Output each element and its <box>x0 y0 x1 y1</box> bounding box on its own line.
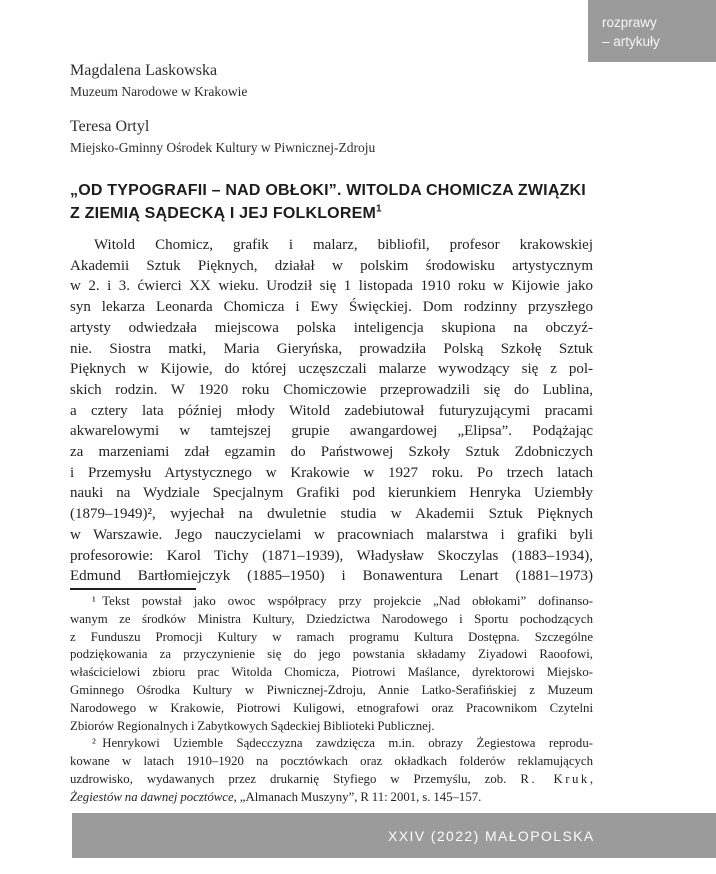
article-title-line1: „OD TYPOGRAFII – NAD OBŁOKI”. WITOLDA CHOMICZA ZWIĄZKI <box>70 182 586 199</box>
footnote-2-line <box>70 771 593 789</box>
volume-footer-bar <box>72 813 716 858</box>
body-line: (1879–1949)², wyjechał na dwuletnie studia w Akademii Sztuk Pięknych <box>70 506 593 523</box>
footnote-2-line <box>70 789 593 807</box>
footnote-1-line: wanym ze środków Ministra Kultury, Dziedzictwa Narodowego i Sportu pochodzących <box>70 611 593 626</box>
footnote-2-line-post: , <box>589 771 594 786</box>
footnote-1-line: ¹ Tekst powstał jako owoc współpracy przy projekcie „Nad obłokami” dofinanso- <box>92 594 593 608</box>
body-line: i Przemysłu Artystycznego w Krakowie w 1927 roku. Po trzech latach <box>70 464 593 481</box>
body-line: nauki na Wydziale Specjalnym Grafiki pod kierunkiem Henryka Uziembły <box>70 485 593 502</box>
body-line: nie. Siostra matki, Maria Gieryńska, prowadziła Polską Szkołę Sztuk <box>70 340 593 357</box>
footnote-2-line: kowane w latach 1910–1920 na pocztówkach oraz okładkach folderów reklamujących <box>70 754 593 769</box>
footnote-2-line-pre: uzdrowisko, wydawanych przez drukarnię Styfiego w Przemyślu, zob. <box>70 771 521 786</box>
body-line: w Warszawie. Jego nauczycielami w pracowniach malarstwa i grafiki byli <box>70 526 593 543</box>
footnote-1-line: Gminnego Ośrodka Kultury w Piwnicznej-Zdroju, Annie Latko-Serafińskiej z Muzeum <box>70 682 593 697</box>
author-1-name: Magdalena Laskowska <box>70 62 218 79</box>
body-line: skich rodzin. W 1920 roku Chomiczowie przeprowadzili się do Lublina, <box>70 381 593 398</box>
footnote-1-line: podziękowania za przyczynienie się do jego powstania składamy Ziyadowi Raoofowi, <box>70 647 593 662</box>
footnote-1-line: z Funduszu Promocji Kultury w ramach programu Kultura Dostępna. Szczególne <box>70 629 593 644</box>
volume-footer-text: XXIV (2022) MAŁOPOLSKA <box>388 827 595 844</box>
body-line: profesorowie: Karol Tichy (1871–1939), Władysław Skoczylas (1883–1934), <box>70 547 593 564</box>
footnote-1-line: Narodowego w Krakowie, Piotrowi Kuligowi, etnografowi oraz Pracownikom Czytelni <box>70 700 593 715</box>
section-badge-line2: – artykuły <box>602 34 660 49</box>
cited-work-title: Żegiestów na dawnej pocztówce <box>70 789 234 804</box>
body-line: w 2. i 3. ćwierci XX wieku. Urodził się 1 listopada 1910 roku w Kijowie jako <box>70 278 593 295</box>
body-line: Witold Chomicz, grafik i malarz, bibliofil, profesor krakowskiej <box>94 237 593 253</box>
body-line: akwarelowymi w tamtejszej grupie awangardowej „Elipsa”. Podążając <box>70 423 593 440</box>
body-line: a cztery lata później młody Witold zadebiutował futuryzującymi pracami <box>70 402 593 419</box>
author-1-affiliation: Muzeum Narodowe w Krakowie <box>70 84 248 99</box>
article-title <box>70 180 610 225</box>
footnote-2-line-rest: , „Almanach Muszyny”, R 11: 2001, s. 145–157. <box>233 789 482 804</box>
section-badge <box>588 0 716 62</box>
footnote-2-line: ² Henrykowi Uziemble Sądecczyzna zawdzięcza m.in. obrazy Żegiestowa reprodu- <box>92 736 593 751</box>
author-2-name: Teresa Ortyl <box>70 118 150 135</box>
footnote-separator-rule <box>70 588 196 590</box>
article-title-line2: Z ZIEMIĄ SĄDECKĄ I JEJ FOLKLOREM <box>70 204 376 222</box>
body-line: syn lekarza Leonarda Chomicza i Ewy Święckiej. Dom rodzinny przyszłego <box>70 299 593 316</box>
footnote-1-line: Zbiorów Regionalnych i Zabytkowych Sądeckiej Biblioteki Publicznej. <box>70 718 435 733</box>
author-2-affiliation: Miejsko-Gminny Ośrodek Kultury w Piwnicznej-Zdroju <box>70 140 376 155</box>
body-line: Pięknych w Kijowie, do której uczęszczali malarze wywodzący się z pol- <box>70 361 593 378</box>
footnote-1-line: właścicielowi zbioru prac Witolda Chomicza, Piotrowi Maślance, dyrektorowi Miejsko- <box>70 665 593 680</box>
body-line: artysty odwiedzała miejscowa polska inteligencja skupiona na obczyź- <box>70 319 593 336</box>
body-line: za marzeniami zdał egzamin do Państwowej Szkoły Sztuk Zdobniczych <box>70 444 593 461</box>
title-footnote-ref: 1 <box>375 203 382 215</box>
section-badge-line1: rozprawy <box>602 15 657 30</box>
footnotes-block <box>70 593 593 807</box>
body-line: Edmund Bartłomiejczyk (1885–1950) i Bonawentura Lenart (1881–1973) <box>70 568 593 585</box>
body-paragraph <box>70 235 593 587</box>
body-line: Akademii Sztuk Pięknych, działał w polskim środowisku artystycznym <box>70 257 593 274</box>
cited-author-name: R. Kruk <box>520 771 590 786</box>
